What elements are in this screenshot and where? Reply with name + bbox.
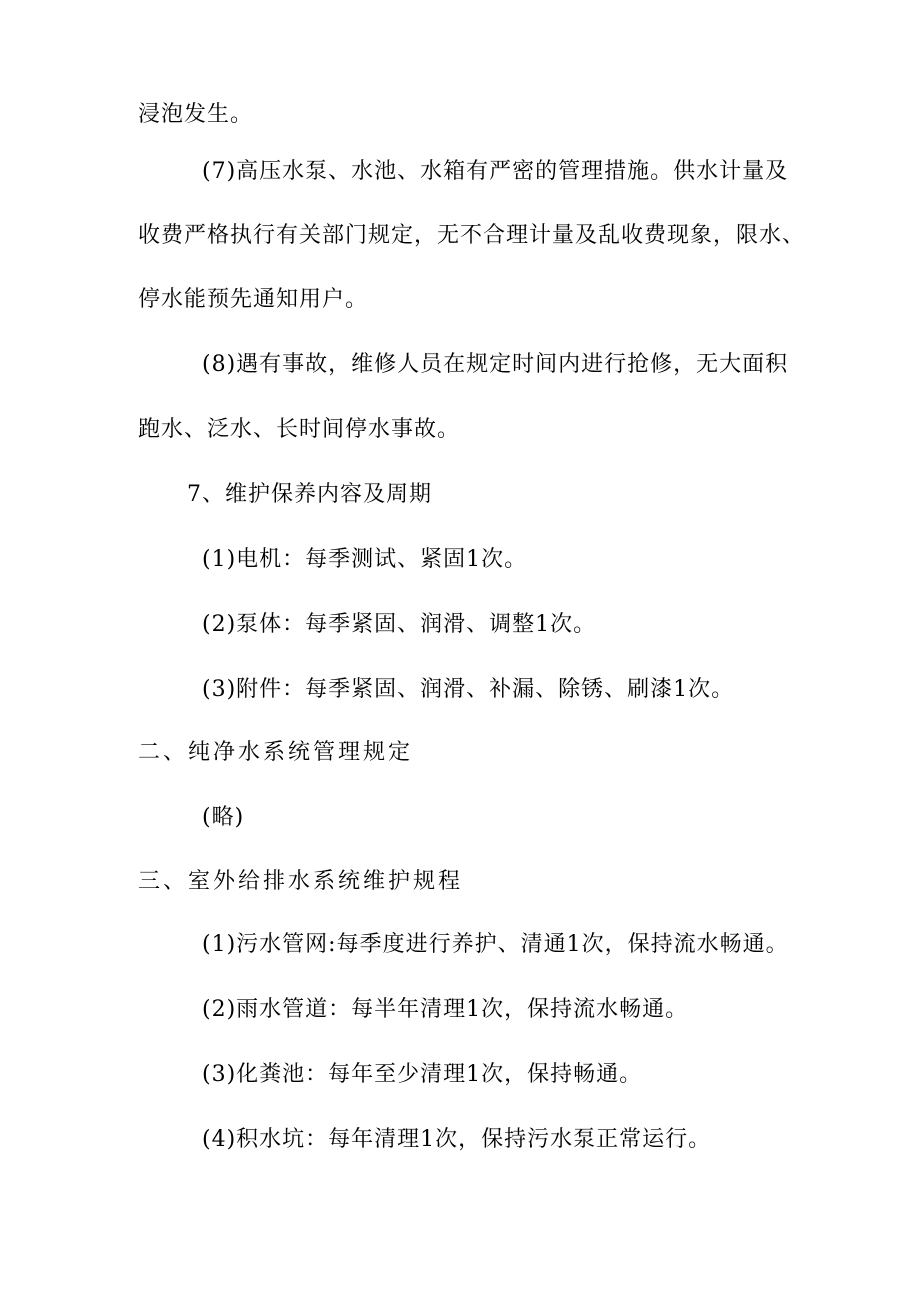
paragraph-line: (略) [202,805,245,830]
paragraph-line: 收费严格执行有关部门规定，无不合理计量及乱收费现象，限水、 [138,223,806,248]
list-item: (2)泵体：每季紧固、润滑、调整1次。 [202,612,597,637]
list-item: (3)附件：每季紧固、润滑、补漏、除锈、刷漆1次。 [202,677,735,702]
paragraph-line: (7)高压水泵、水池、水箱有严密的管理措施。供水计量及 [202,159,789,184]
list-item: (1)电机：每季测试、紧固1次。 [202,547,528,572]
paragraph-line: 浸泡发生。 [138,102,254,127]
list-item: (4)积水坑：每年清理1次，保持污水泵正常运行。 [202,1127,712,1152]
section-heading: 三、室外给排水系统维护规程 [138,869,464,894]
paragraph-line: 跑水、泛水、长时间停水事故。 [138,417,461,442]
list-item: (2)雨水管道：每半年清理1次，保持流水畅通。 [202,997,689,1022]
paragraph-line: (8)遇有事故，维修人员在规定时间内进行抢修，无大面积 [202,352,789,377]
section-subheading: 7、维护保养内容及周期 [187,482,432,507]
section-heading: 二、纯净水系统管理规定 [138,740,414,765]
paragraph-line: 停水能预先通知用户。 [138,287,369,312]
list-item: (3)化粪池：每年至少清理1次，保持畅通。 [202,1062,643,1087]
list-item: (1)污水管网:每季度进行养护、清通1次，保持流水畅通。 [202,932,789,957]
